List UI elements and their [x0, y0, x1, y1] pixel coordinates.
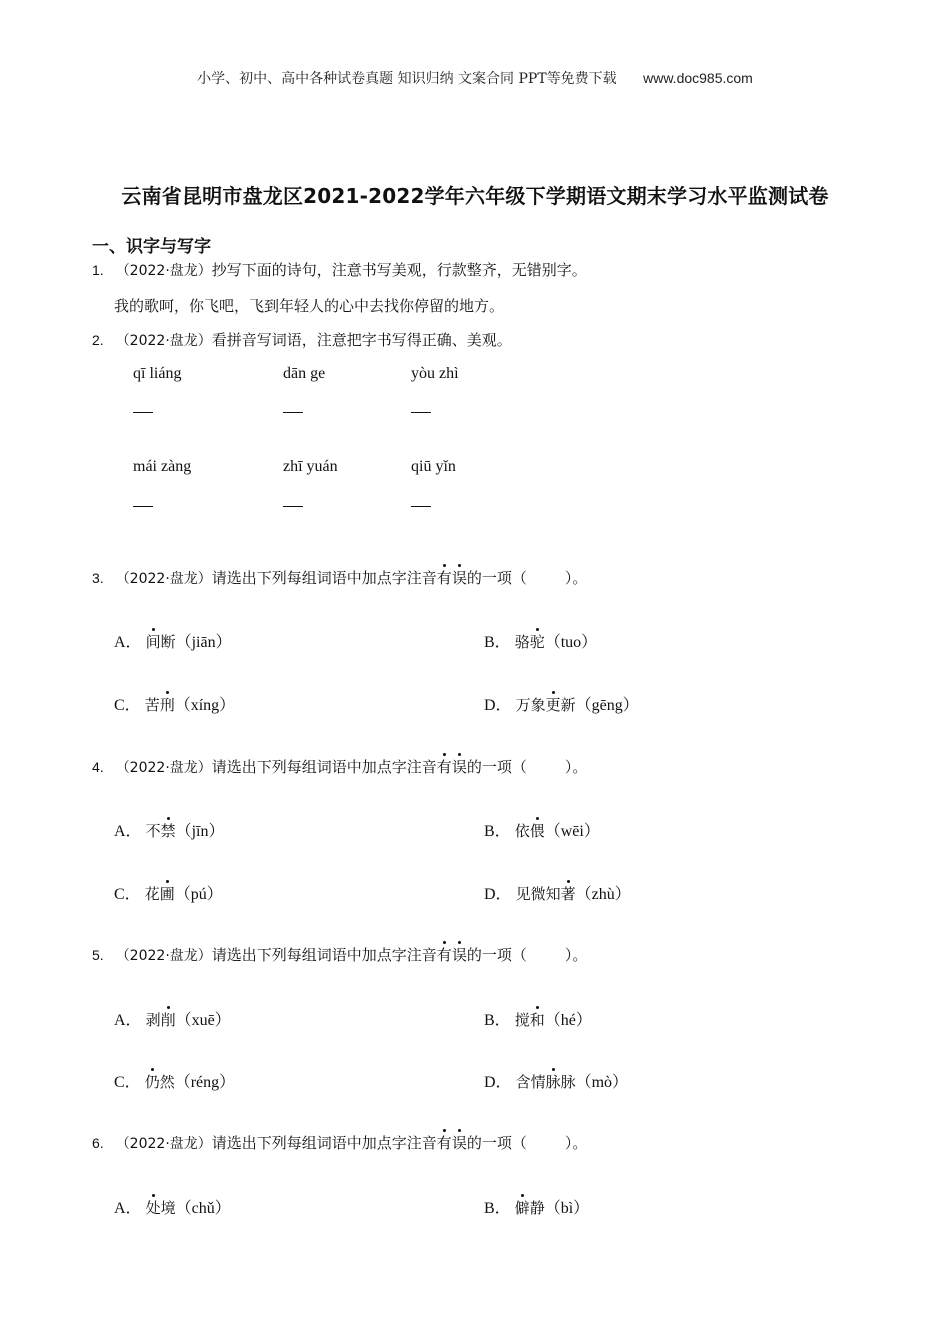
- question-text: 抄写下面的诗句，注意书写美观，行款整齐，无错别字。: [211, 261, 587, 279]
- option-text: 依: [514, 822, 530, 840]
- option-text: 苦: [144, 696, 160, 714]
- option-letter: D．: [484, 886, 512, 903]
- emphasis-char: 仍: [144, 1073, 160, 1091]
- emphasis-char: 误: [451, 758, 467, 776]
- option-text: 万象: [515, 696, 546, 714]
- option-d[interactable]: [484, 881, 631, 904]
- question-4: [92, 756, 587, 777]
- option-letter: A．: [114, 1200, 142, 1217]
- option-pinyin: （tuo）: [544, 634, 598, 651]
- option-pinyin: （xíng）: [174, 697, 236, 714]
- question-source: （2022·盘龙）: [115, 948, 212, 964]
- option-letter: B．: [484, 823, 511, 840]
- option-pinyin: （bì）: [544, 1200, 590, 1217]
- question-source: （2022·盘龙）: [115, 571, 212, 587]
- question-text: 请选出下列每组词语中加点字注音: [211, 758, 437, 776]
- answer-blank[interactable]: [133, 412, 153, 413]
- question-text: 请选出下列每组词语中加点字注音: [211, 569, 437, 587]
- answer-blank[interactable]: [283, 506, 303, 507]
- header-text: 小学、初中、高中各种试卷真题 知识归纳 文案合同 PPT等免费下载: [197, 71, 617, 87]
- emphasis-char: 脉: [545, 1073, 561, 1091]
- page-header: [0, 68, 950, 88]
- option-letter: A．: [114, 1012, 142, 1029]
- option-letter: C．: [114, 697, 141, 714]
- question-text: ）。: [564, 569, 588, 587]
- emphasis-char: 刑: [159, 696, 175, 714]
- option-text: 然: [159, 1073, 175, 1091]
- question-number: 2.: [92, 332, 104, 348]
- option-a[interactable]: [114, 629, 232, 652]
- pinyin-prompt: qiū yǐn: [411, 458, 456, 475]
- option-text: 搅: [514, 1011, 530, 1029]
- emphasis-char: 偎: [529, 822, 545, 840]
- option-text: 境: [160, 1199, 176, 1217]
- option-letter: C．: [114, 886, 141, 903]
- option-pinyin: （chǔ）: [175, 1200, 231, 1217]
- emphasis-char: 处: [145, 1199, 161, 1217]
- question-number: 3.: [92, 570, 104, 586]
- option-text: 骆: [514, 633, 530, 651]
- question-6: [92, 1132, 587, 1153]
- option-text: 脉: [560, 1073, 576, 1091]
- question-5: [92, 944, 587, 965]
- pinyin-prompt: dān ge: [283, 365, 326, 382]
- emphasis-char: 有: [436, 758, 452, 776]
- question-number: 5.: [92, 947, 104, 963]
- emphasis-char: 误: [451, 946, 467, 964]
- option-pinyin: （mò）: [575, 1074, 629, 1091]
- answer-blank[interactable]: [283, 412, 303, 413]
- emphasis-char: 和: [529, 1011, 545, 1029]
- option-b[interactable]: [484, 1195, 589, 1218]
- option-pinyin: （pú）: [174, 886, 223, 903]
- option-d[interactable]: [484, 1069, 628, 1092]
- option-c[interactable]: [114, 692, 235, 715]
- poem-line: 我的歌呵，你飞吧，飞到年轻人的心中去找你停留的地方。: [114, 297, 505, 315]
- section-heading: 一、识字与写字: [92, 237, 211, 257]
- option-pinyin: （zhù）: [575, 886, 631, 903]
- question-2: [92, 329, 512, 350]
- question-source: （2022·盘龙）: [115, 263, 212, 279]
- question-source: （2022·盘龙）: [115, 760, 212, 776]
- option-c[interactable]: [114, 1069, 235, 1092]
- emphasis-char: 著: [560, 885, 576, 903]
- emphasis-char: 圃: [159, 885, 175, 903]
- emphasis-char: 误: [451, 1134, 467, 1152]
- option-letter: A．: [114, 634, 142, 651]
- option-text: 见微知: [515, 885, 561, 903]
- option-a[interactable]: [114, 1195, 231, 1218]
- option-text: 断: [160, 633, 176, 651]
- question-text: 看拼音写词语，注意把字书写得正确、美观。: [211, 331, 512, 349]
- pinyin-prompt: zhī yuán: [283, 458, 338, 475]
- option-pinyin: （wēi）: [544, 823, 600, 840]
- emphasis-char: 僻: [514, 1199, 530, 1217]
- option-c[interactable]: [114, 881, 223, 904]
- option-text: 含情: [515, 1073, 546, 1091]
- question-number: 6.: [92, 1135, 104, 1151]
- option-letter: B．: [484, 634, 511, 651]
- question-1: [92, 259, 587, 280]
- question-text: 的一项（: [466, 569, 527, 587]
- option-pinyin: （gēng）: [575, 697, 639, 714]
- option-b[interactable]: [484, 818, 600, 841]
- emphasis-char: 有: [436, 569, 452, 587]
- option-text: 花: [144, 885, 160, 903]
- emphasis-char: 更: [545, 696, 561, 714]
- question-text: 的一项（: [466, 758, 527, 776]
- option-b[interactable]: [484, 1007, 592, 1030]
- question-text: 请选出下列每组词语中加点字注音: [211, 946, 437, 964]
- question-source: （2022·盘龙）: [115, 1136, 212, 1152]
- question-text: 的一项（: [466, 1134, 527, 1152]
- option-pinyin: （jiān）: [175, 634, 232, 651]
- question-3: [92, 567, 587, 588]
- question-source: （2022·盘龙）: [115, 333, 212, 349]
- header-site-link[interactable]: www.doc985.com: [643, 70, 753, 86]
- option-a[interactable]: [114, 818, 225, 841]
- option-pinyin: （hé）: [544, 1012, 592, 1029]
- exam-title: 云南省昆明市盘龙区2021-2022学年六年级下学期语文期末学习水平监测试卷: [121, 184, 829, 208]
- answer-blank[interactable]: [411, 412, 431, 413]
- option-text: 新: [560, 696, 576, 714]
- option-text: 静: [529, 1199, 545, 1217]
- option-letter: C．: [114, 1074, 141, 1091]
- question-text: ）。: [564, 758, 588, 776]
- emphasis-char: 误: [451, 569, 467, 587]
- emphasis-char: 间: [145, 633, 161, 651]
- question-text: ）。: [564, 1134, 588, 1152]
- emphasis-char: 有: [436, 946, 452, 964]
- question-text: 的一项（: [466, 946, 527, 964]
- question-number: 4.: [92, 759, 104, 775]
- answer-blank[interactable]: [411, 506, 431, 507]
- option-letter: D．: [484, 1074, 512, 1091]
- option-text: 不: [145, 822, 161, 840]
- option-letter: B．: [484, 1012, 511, 1029]
- option-a[interactable]: [114, 1007, 231, 1030]
- emphasis-char: 有: [436, 1134, 452, 1152]
- option-pinyin: （jīn）: [175, 823, 225, 840]
- option-letter: D．: [484, 697, 512, 714]
- pinyin-prompt: qī liáng: [133, 365, 182, 382]
- option-text: 剥: [145, 1011, 161, 1029]
- question-text: 请选出下列每组词语中加点字注音: [211, 1134, 437, 1152]
- option-d[interactable]: [484, 692, 639, 715]
- emphasis-char: 禁: [160, 822, 176, 840]
- answer-blank[interactable]: [133, 506, 153, 507]
- option-letter: B．: [484, 1200, 511, 1217]
- question-number: 1.: [92, 262, 104, 278]
- emphasis-char: 驼: [529, 633, 545, 651]
- pinyin-prompt: yòu zhì: [411, 365, 459, 382]
- option-letter: A．: [114, 823, 142, 840]
- option-pinyin: （xuē）: [175, 1012, 231, 1029]
- option-b[interactable]: [484, 629, 597, 652]
- question-text: ）。: [564, 946, 588, 964]
- emphasis-char: 削: [160, 1011, 176, 1029]
- pinyin-prompt: mái zàng: [133, 458, 192, 475]
- option-pinyin: （réng）: [174, 1074, 236, 1091]
